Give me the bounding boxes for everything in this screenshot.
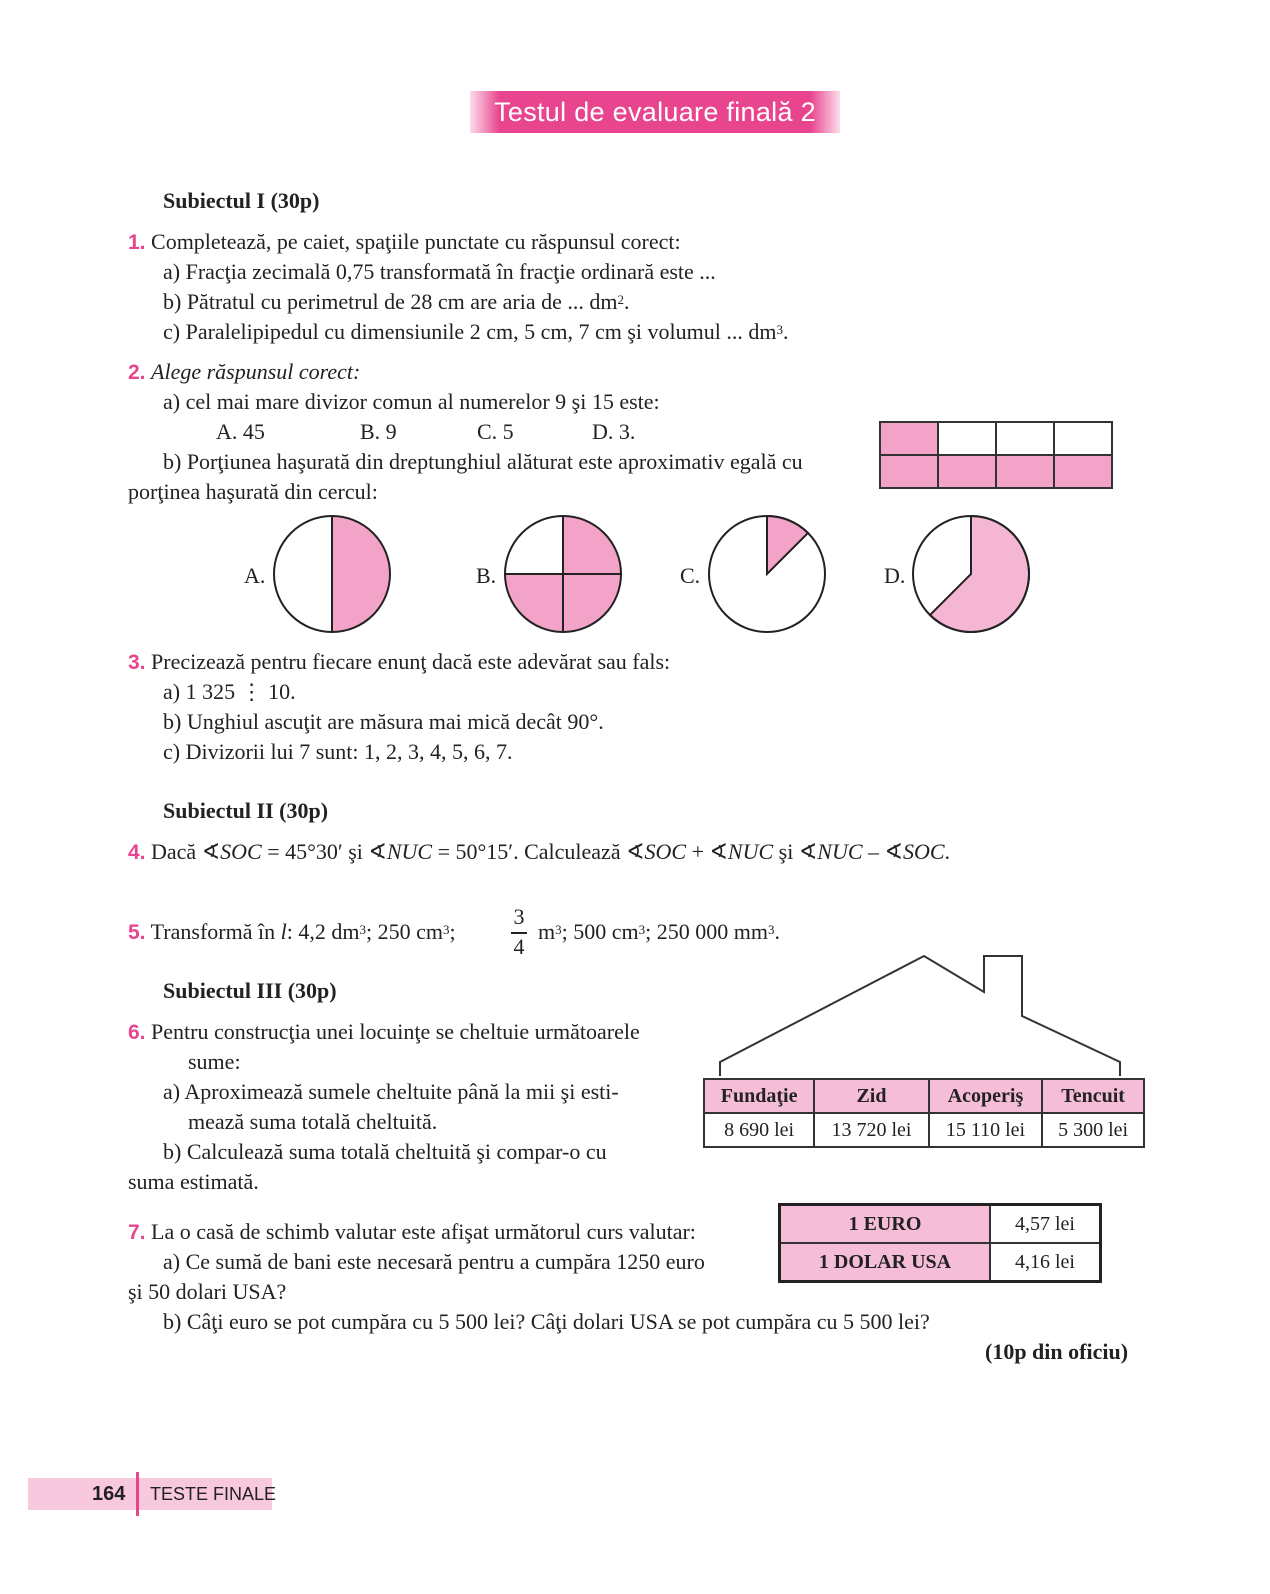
expense-value: 15 110 lei bbox=[929, 1113, 1043, 1147]
question-number: 3. bbox=[128, 651, 146, 674]
oficiu-points: (10p din oficiu) bbox=[985, 1339, 1129, 1364]
question-number: 4. bbox=[128, 841, 146, 864]
expense-header: Acoperiş bbox=[929, 1079, 1043, 1113]
q1-b: b) Pătratul cu perimetrul de 28 cm are aria de ... $dm^2$. bbox=[163, 289, 630, 314]
circle-label-c: C. bbox=[680, 563, 701, 588]
currency-cell: 1 DOLAR USA bbox=[780, 1243, 991, 1282]
question-number: 7. bbox=[128, 1221, 146, 1244]
q3-b: b) Unghiul ascuţit are măsura mai mică decât 90°. bbox=[163, 709, 604, 734]
expense-value: 5 300 lei bbox=[1042, 1113, 1144, 1147]
rate-cell: 4,16 lei bbox=[990, 1243, 1101, 1282]
footer-separator bbox=[136, 1472, 139, 1516]
q1-c: c) Paralelipipedul cu dimensiunile 2 cm, 5 cm, 7 cm şi volumul ... $dm^3$. bbox=[163, 319, 789, 344]
page-title: Testul de evaluare finală 2 bbox=[470, 91, 840, 133]
circle-label-d: D. bbox=[884, 563, 906, 588]
q6-b-line2: suma estimată. bbox=[128, 1169, 259, 1194]
circle-c-shaded bbox=[767, 516, 808, 574]
rect-cell-shaded bbox=[938, 455, 996, 488]
circle-a-shaded bbox=[332, 516, 390, 632]
expense-value: 8 690 lei bbox=[704, 1113, 814, 1147]
question-1 bbox=[128, 227, 681, 258]
rect-cell-shaded bbox=[880, 422, 938, 455]
expense-header: Zid bbox=[814, 1079, 928, 1113]
question-5-continued: $m^3$; 500 $cm^3$; 250 000 $mm^3$. bbox=[538, 919, 780, 944]
q6-b-line1: b) Calculează suma totală cheltuită şi compar-o cu bbox=[163, 1139, 607, 1164]
question-text: La o casă de schimb valutar este afişat următorul curs valutar: bbox=[151, 1219, 696, 1244]
circle-d-shaded bbox=[930, 516, 1029, 632]
question-5: 5. Transformă în l: 4,2 $dm^3$; 250 $cm^3$; bbox=[128, 919, 456, 944]
circle-a bbox=[272, 514, 392, 634]
house-roof-drawing bbox=[716, 952, 1128, 1078]
q6-line2: sume: bbox=[188, 1049, 241, 1074]
circle-label-b: B. bbox=[476, 563, 497, 588]
currency-cell: 1 EURO bbox=[780, 1205, 991, 1244]
q6-a-line1: a) Aproximează sumele cheltuite până la mii şi esti- bbox=[163, 1079, 619, 1104]
page-number: 164 bbox=[92, 1483, 126, 1505]
expense-value: 13 720 lei bbox=[814, 1113, 928, 1147]
question-4: 4. Dacă ∢SOC = 45°30′ şi ∢NUC = 50°15′. Calculează ∢SOC + ∢NUC şi ∢NUC – ∢SOC. bbox=[128, 839, 951, 864]
question-2 bbox=[128, 357, 360, 388]
shaded-rectangle bbox=[878, 420, 1114, 490]
question-3 bbox=[128, 647, 670, 678]
expenses-table bbox=[703, 1078, 1145, 1148]
rect-cell-empty bbox=[996, 422, 1054, 455]
circle-b bbox=[503, 514, 623, 634]
question-number: 2. bbox=[128, 361, 146, 384]
q2-option-d: D. 3. bbox=[592, 419, 636, 444]
q7-b: b) Câţi euro se pot cumpăra cu 5 500 lei? Câţi dolari USA se pot cumpăra cu 5 500 lei? bbox=[163, 1309, 930, 1334]
section-heading-1: Subiectul I (30p) bbox=[163, 188, 320, 213]
q7-a-line2: şi 50 dolari USA? bbox=[128, 1279, 287, 1304]
rate-cell: 4,57 lei bbox=[990, 1205, 1101, 1244]
q3-c: c) Divizorii lui 7 sunt: 1, 2, 3, 4, 5, 6, 7. bbox=[163, 739, 513, 764]
q3-a: a) 1 325 ⋮ 10. bbox=[163, 679, 296, 704]
fraction-denominator: 4 bbox=[513, 934, 525, 959]
question-number: 5. bbox=[128, 921, 146, 944]
q2-a: a) cel mai mare divizor comun al numerelor 9 şi 15 este: bbox=[163, 389, 660, 414]
circle-label-a: A. bbox=[244, 563, 266, 588]
section-heading-2: Subiectul II (30p) bbox=[163, 798, 329, 823]
expense-header: Tencuit bbox=[1042, 1079, 1144, 1113]
q1-a: a) Fracţia zecimală 0,75 transformată în fracţie ordinară este ... bbox=[163, 259, 716, 284]
question-7 bbox=[128, 1217, 696, 1248]
fraction-numerator: 3 bbox=[513, 904, 525, 929]
q2-b-line2: porţinea haşurată din cercul: bbox=[128, 479, 378, 504]
q2-b-line1: b) Porţiunea haşurată din dreptunghiul alăturat este aproximativ egală cu bbox=[163, 449, 803, 474]
rect-cell-empty bbox=[938, 422, 996, 455]
footer-label: TESTE FINALE bbox=[150, 1484, 277, 1504]
q2-option-b: B. 9 bbox=[360, 419, 397, 444]
circle-d bbox=[911, 514, 1031, 634]
question-text: Precizează pentru fiecare enunţ dacă este adevărat sau fals: bbox=[151, 649, 671, 674]
circle-c bbox=[707, 514, 827, 634]
rect-cell-shaded bbox=[996, 455, 1054, 488]
question-text: Alege răspunsul corect: bbox=[151, 359, 361, 384]
expense-header: Fundaţie bbox=[704, 1079, 814, 1113]
section-heading-3: Subiectul III (30p) bbox=[163, 978, 337, 1003]
rect-cell-shaded bbox=[1054, 455, 1112, 488]
question-number: 6. bbox=[128, 1021, 146, 1044]
rect-cell-shaded bbox=[880, 455, 938, 488]
q2-option-c: C. 5 bbox=[477, 419, 514, 444]
q7-a-line1: a) Ce sumă de bani este necesară pentru a cumpăra 1250 euro bbox=[163, 1249, 705, 1274]
rect-cell-empty bbox=[1054, 422, 1112, 455]
question-number: 1. bbox=[128, 231, 146, 254]
question-text: Completează, pe caiet, spaţiile punctate cu răspunsul corect: bbox=[151, 229, 681, 254]
question-text: Pentru construcţia unei locuinţe se cheltuie următoarele bbox=[151, 1019, 640, 1044]
question-6 bbox=[128, 1017, 640, 1048]
exchange-rate-table bbox=[778, 1203, 1102, 1283]
q2-option-a: A. 45 bbox=[216, 419, 265, 444]
q6-a-line2: mează suma totală cheltuită. bbox=[188, 1109, 438, 1134]
